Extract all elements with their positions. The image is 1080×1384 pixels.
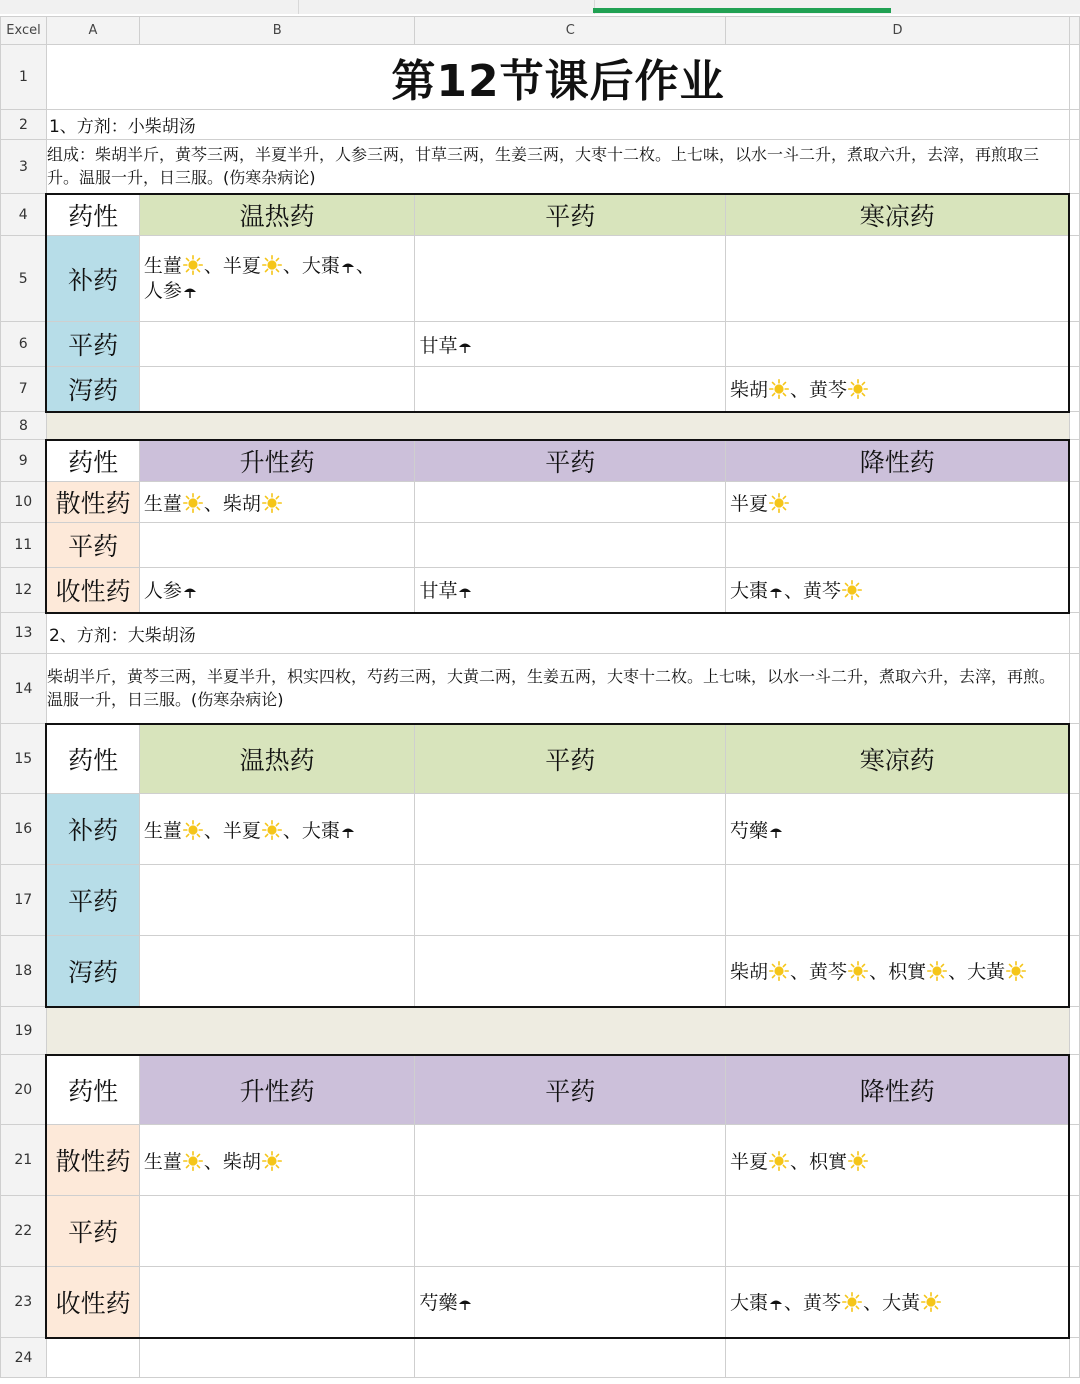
row-label-neutral[interactable]: 平药 bbox=[46, 523, 139, 568]
herb-cell[interactable] bbox=[139, 794, 415, 865]
sun-icon bbox=[848, 1151, 868, 1171]
column-label-neutral[interactable]: 平药 bbox=[415, 724, 726, 794]
row-header[interactable]: 1 bbox=[1, 45, 47, 110]
herb-cell[interactable] bbox=[139, 1125, 415, 1196]
row-header[interactable]: 3 bbox=[1, 140, 47, 194]
herb-cell[interactable] bbox=[726, 865, 1070, 936]
row-header[interactable]: 22 bbox=[1, 1196, 47, 1267]
herb-cell[interactable] bbox=[726, 482, 1070, 523]
cell[interactable] bbox=[1069, 322, 1079, 367]
cell[interactable] bbox=[1069, 523, 1079, 568]
column-label-descending[interactable]: 降性药 bbox=[726, 1055, 1070, 1125]
herb-cell[interactable] bbox=[726, 568, 1070, 613]
cell[interactable] bbox=[1069, 1007, 1079, 1055]
cell[interactable] bbox=[1069, 865, 1079, 936]
cell[interactable] bbox=[139, 1338, 415, 1378]
sun-icon bbox=[848, 961, 868, 981]
umbrella-icon bbox=[769, 822, 783, 836]
herb-name: 大棗 bbox=[730, 1292, 769, 1315]
umbrella-icon bbox=[458, 337, 472, 351]
herb-cell[interactable] bbox=[139, 482, 415, 523]
row-header[interactable]: 17 bbox=[1, 865, 47, 936]
formula-1-composition[interactable]: 组成：柴胡半斤，黄芩三两，半夏半升，人参三两，甘草三两，生姜三两，大枣十二枚。上七味，以水一斗二升，煮取六升，去滓，再煎取三升。温服一升，日三服。(伤寒杂病论) bbox=[46, 140, 1069, 194]
row-label-neutral[interactable]: 平药 bbox=[46, 322, 139, 367]
row-header[interactable]: 10 bbox=[1, 482, 47, 523]
herb-cell[interactable] bbox=[726, 794, 1070, 865]
sun-icon bbox=[262, 255, 282, 275]
cell[interactable] bbox=[1069, 794, 1079, 865]
table-corner-label[interactable]: 药性 bbox=[46, 194, 139, 236]
herb-name: 大棗 bbox=[730, 580, 769, 603]
cell[interactable] bbox=[1069, 613, 1079, 654]
herb-name: 生薑 bbox=[143, 255, 182, 277]
row-header[interactable]: 6 bbox=[1, 322, 47, 367]
herb-cell[interactable] bbox=[415, 1125, 726, 1196]
row-label-purging[interactable]: 泻药 bbox=[46, 936, 139, 1007]
cell[interactable] bbox=[415, 1338, 726, 1378]
cell[interactable] bbox=[1069, 412, 1079, 440]
herb-cell[interactable] bbox=[726, 236, 1070, 322]
herb-cell[interactable] bbox=[415, 367, 726, 412]
herb-name: 、半夏 bbox=[203, 255, 261, 277]
sun-icon bbox=[1006, 961, 1026, 981]
row-header[interactable]: 24 bbox=[1, 1338, 47, 1378]
row-header[interactable]: 20 bbox=[1, 1055, 47, 1125]
sun-icon bbox=[183, 820, 203, 840]
cell[interactable] bbox=[1069, 440, 1079, 482]
row-header[interactable]: 9 bbox=[1, 440, 47, 482]
herb-name: 、枳實 bbox=[869, 961, 927, 984]
herb-cell[interactable] bbox=[415, 936, 726, 1007]
herb-cell[interactable] bbox=[726, 1267, 1070, 1338]
row-label-dispersing[interactable]: 散性药 bbox=[46, 1125, 139, 1196]
herb-name: 生薑 bbox=[143, 1150, 182, 1173]
column-label-cold[interactable]: 寒凉药 bbox=[726, 194, 1070, 236]
row-header[interactable]: 8 bbox=[1, 412, 47, 440]
cell[interactable] bbox=[1069, 1055, 1079, 1125]
herb-name: 、大黃 bbox=[948, 961, 1006, 984]
cell[interactable] bbox=[1069, 482, 1079, 523]
table-corner-label[interactable]: 药性 bbox=[46, 440, 139, 482]
herb-cell[interactable] bbox=[726, 1196, 1070, 1267]
herb-cell[interactable] bbox=[139, 865, 415, 936]
column-label-cold[interactable]: 寒凉药 bbox=[726, 724, 1070, 794]
cell[interactable] bbox=[1069, 1267, 1079, 1338]
herb-name: 甘草 bbox=[419, 334, 458, 357]
herb-cell[interactable] bbox=[726, 322, 1070, 367]
herb-name: 、柴胡 bbox=[203, 1150, 261, 1173]
page-title[interactable]: 第12节课后作业 bbox=[46, 45, 1069, 110]
cell[interactable] bbox=[1069, 367, 1079, 412]
table-corner-label[interactable]: 药性 bbox=[46, 724, 139, 794]
cell[interactable] bbox=[1069, 140, 1079, 194]
cell[interactable] bbox=[726, 1338, 1070, 1378]
herb-name: 、半夏 bbox=[203, 819, 261, 842]
formula-2-name[interactable]: 2、方剂：大柴胡汤 bbox=[46, 613, 1069, 654]
sun-icon bbox=[262, 493, 282, 513]
herb-cell[interactable] bbox=[415, 482, 726, 523]
sun-icon bbox=[848, 379, 868, 399]
row-header[interactable]: 16 bbox=[1, 794, 47, 865]
herb-cell[interactable] bbox=[139, 322, 415, 367]
herb-cell[interactable] bbox=[415, 1267, 726, 1338]
sun-icon bbox=[927, 961, 947, 981]
tab-separator bbox=[298, 0, 299, 14]
herb-cell[interactable] bbox=[415, 794, 726, 865]
column-label-neutral[interactable]: 平药 bbox=[415, 440, 726, 482]
herb-name: 生薑 bbox=[143, 819, 182, 842]
cell[interactable] bbox=[1069, 45, 1079, 110]
sun-icon bbox=[842, 580, 862, 600]
umbrella-icon bbox=[769, 582, 783, 596]
herb-cell[interactable] bbox=[139, 1267, 415, 1338]
herb-name: 、柴胡 bbox=[203, 492, 261, 515]
column-label-ascending[interactable]: 升性药 bbox=[139, 440, 415, 482]
herb-cell[interactable] bbox=[139, 936, 415, 1007]
column-label-warm[interactable]: 温热药 bbox=[139, 724, 415, 794]
herb-cell[interactable] bbox=[139, 523, 415, 568]
row-header[interactable]: 11 bbox=[1, 523, 47, 568]
herb-name: 、大黃 bbox=[863, 1292, 921, 1315]
herb-name: 柴胡 bbox=[730, 961, 769, 984]
sun-icon bbox=[183, 1151, 203, 1171]
herb-cell[interactable] bbox=[139, 1196, 415, 1267]
herb-name: 、黄芩 bbox=[790, 379, 848, 402]
herb-cell[interactable] bbox=[726, 367, 1070, 412]
herb-cell[interactable] bbox=[415, 523, 726, 568]
herb-cell[interactable] bbox=[726, 1125, 1070, 1196]
herb-cell[interactable] bbox=[726, 523, 1070, 568]
herb-name: 、黄芩 bbox=[784, 1292, 842, 1315]
row-label-astringent[interactable]: 收性药 bbox=[46, 568, 139, 613]
formula-1-name[interactable]: 1、方剂：小柴胡汤 bbox=[46, 110, 1069, 140]
row-label-neutral[interactable]: 平药 bbox=[46, 865, 139, 936]
row-label-astringent[interactable]: 收性药 bbox=[46, 1267, 139, 1338]
column-label-neutral[interactable]: 平药 bbox=[415, 194, 726, 236]
row-header[interactable]: 15 bbox=[1, 724, 47, 794]
cell[interactable] bbox=[1069, 194, 1079, 236]
cell[interactable] bbox=[1069, 1338, 1079, 1378]
spacer-row[interactable] bbox=[46, 1007, 1069, 1055]
herb-name: 、大棗 bbox=[282, 255, 340, 277]
row-header[interactable]: 13 bbox=[1, 613, 47, 654]
separator-text: 、 bbox=[355, 255, 375, 277]
row-label-dispersing[interactable]: 散性药 bbox=[46, 482, 139, 523]
table-corner-label[interactable]: 药性 bbox=[46, 1055, 139, 1125]
umbrella-icon bbox=[458, 582, 472, 596]
column-label-ascending[interactable]: 升性药 bbox=[139, 1055, 415, 1125]
herb-name: 、枳實 bbox=[790, 1150, 848, 1173]
herb-cell[interactable] bbox=[139, 568, 415, 613]
column-label-descending[interactable]: 降性药 bbox=[726, 440, 1070, 482]
active-tab-indicator[interactable] bbox=[593, 8, 891, 13]
row-header[interactable]: 21 bbox=[1, 1125, 47, 1196]
cell[interactable] bbox=[46, 1338, 139, 1378]
herb-cell[interactable] bbox=[726, 936, 1070, 1007]
row-header[interactable]: 19 bbox=[1, 1007, 47, 1055]
herb-name: 生薑 bbox=[143, 492, 182, 515]
sun-icon bbox=[262, 820, 282, 840]
column-header-a[interactable]: A bbox=[46, 17, 139, 45]
cell[interactable] bbox=[1069, 1196, 1079, 1267]
herb-cell[interactable] bbox=[139, 236, 415, 322]
herb-name: 半夏 bbox=[730, 1150, 769, 1173]
cell[interactable] bbox=[1069, 936, 1079, 1007]
herb-name: 半夏 bbox=[730, 492, 769, 515]
row-header[interactable]: 14 bbox=[1, 654, 47, 724]
herb-cell[interactable] bbox=[139, 367, 415, 412]
herb-name: 、黄芩 bbox=[784, 580, 842, 603]
herb-name: 芍藥 bbox=[730, 819, 769, 842]
row-label-tonic[interactable]: 补药 bbox=[46, 794, 139, 865]
sun-icon bbox=[842, 1292, 862, 1312]
sun-icon bbox=[769, 961, 789, 981]
sun-icon bbox=[769, 379, 789, 399]
row-label-neutral[interactable]: 平药 bbox=[46, 1196, 139, 1267]
formula-2-composition[interactable]: 柴胡半斤，黄芩三两，半夏半升，枳实四枚，芍药三两，大黄二两，生姜五两，大枣十二枚。上七味，以水一斗二升，煮取六升，去滓，再煎。温服一升，日三服。(伤寒杂病论) bbox=[46, 654, 1069, 724]
herb-cell[interactable] bbox=[415, 322, 726, 367]
row-label-purging[interactable]: 泻药 bbox=[46, 367, 139, 412]
row-label-tonic[interactable]: 补药 bbox=[46, 236, 139, 322]
umbrella-icon bbox=[458, 1294, 472, 1308]
sun-icon bbox=[921, 1292, 941, 1312]
sun-icon bbox=[183, 493, 203, 513]
row-header[interactable]: 4 bbox=[1, 194, 47, 236]
herb-name: 、大棗 bbox=[282, 819, 340, 842]
spacer-row[interactable] bbox=[46, 412, 1069, 440]
cell[interactable] bbox=[1069, 654, 1079, 724]
column-header-e[interactable] bbox=[1069, 17, 1079, 45]
umbrella-icon bbox=[183, 582, 197, 596]
column-label-neutral[interactable]: 平药 bbox=[415, 1055, 726, 1125]
select-all-corner[interactable]: Excel bbox=[1, 17, 47, 45]
row-header[interactable]: 18 bbox=[1, 936, 47, 1007]
herb-cell[interactable] bbox=[415, 1196, 726, 1267]
herb-name: 人参 bbox=[143, 280, 182, 302]
row-header[interactable]: 12 bbox=[1, 568, 47, 613]
row-header[interactable]: 2 bbox=[1, 110, 47, 140]
spreadsheet-grid bbox=[0, 16, 1080, 1378]
herb-name: 柴胡 bbox=[730, 379, 769, 402]
cell[interactable] bbox=[1069, 568, 1079, 613]
herb-cell[interactable] bbox=[415, 568, 726, 613]
herb-name: 甘草 bbox=[419, 580, 458, 603]
cell[interactable] bbox=[1069, 236, 1079, 322]
cell[interactable] bbox=[1069, 1125, 1079, 1196]
herb-name: 芍藥 bbox=[419, 1292, 458, 1315]
sun-icon bbox=[769, 1151, 789, 1171]
cell[interactable] bbox=[1069, 724, 1079, 794]
sun-icon bbox=[262, 1151, 282, 1171]
window-tab-strip bbox=[0, 0, 1080, 14]
row-header[interactable]: 5 bbox=[1, 236, 47, 322]
herb-cell[interactable] bbox=[415, 236, 726, 322]
umbrella-icon bbox=[341, 256, 355, 270]
row-header[interactable]: 23 bbox=[1, 1267, 47, 1338]
column-label-warm[interactable]: 温热药 bbox=[139, 194, 415, 236]
umbrella-icon bbox=[341, 822, 355, 836]
column-header-d[interactable]: D bbox=[726, 17, 1070, 45]
column-header-b[interactable]: B bbox=[139, 17, 415, 45]
herb-name: 、黄芩 bbox=[790, 961, 848, 984]
sun-icon bbox=[769, 493, 789, 513]
umbrella-icon bbox=[183, 281, 197, 295]
herb-cell[interactable] bbox=[415, 865, 726, 936]
column-header-c[interactable]: C bbox=[415, 17, 726, 45]
cell[interactable] bbox=[1069, 110, 1079, 140]
umbrella-icon bbox=[769, 1294, 783, 1308]
sun-icon bbox=[183, 255, 203, 275]
row-header[interactable]: 7 bbox=[1, 367, 47, 412]
herb-name: 人参 bbox=[143, 580, 182, 603]
